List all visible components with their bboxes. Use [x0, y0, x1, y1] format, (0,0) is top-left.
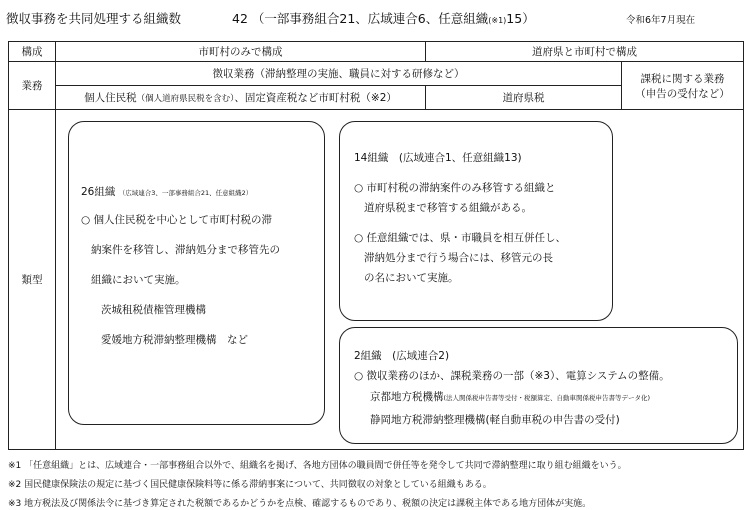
right-top-line-5: の名において実施。 [364, 272, 459, 284]
header-pref-municipal: 道府県と市町村で構成 [426, 42, 744, 62]
prefectural-tax-cell: 道府県税 [426, 86, 622, 110]
taxation-label: 課税に関する業務 [640, 72, 725, 85]
count-prefix: 42 （一部事務組合21、広域連合6、任意組織 [232, 11, 489, 26]
right-top-line-1: ○ 市町村税の滞納案件のみ移管する組織と [354, 182, 556, 194]
kyoto-org: 京都地方税機構 [370, 391, 444, 403]
footnote-2: ※2 国民健康保険法の規定に基づく国民健康保険料等に係る滞納事案について、共同徴収の対象としている組織もある。 [8, 480, 492, 490]
organization-count [232, 9, 535, 27]
footnote-1: ※1 「任意組織」とは、広域連合・一部事務組合以外で、組織名を掲げ、各地方団体の職員間で併任等を発令して共同で滞納整理に取り組む組織をいう。 [8, 461, 627, 471]
right-top-line-4: 滞納処分まで行う場合には、移管元の長 [364, 252, 553, 264]
tax-prefix: 個人住民税 [84, 92, 137, 104]
right-bottom-line-1: ○ 徴収業務のほか、課税業務の一部（※3）、電算システムの整備。 [354, 370, 670, 382]
type-box-municipal [68, 121, 325, 425]
left-box-line-2: 納案件を移管し、滞納処分まで移管先の [91, 244, 280, 256]
right-top-line-3: ○ 任意組織では、県・市職員を相互併任し、 [354, 232, 566, 244]
type-box-with-taxation [339, 327, 738, 444]
count-note-mark: (※1) [488, 16, 507, 25]
left-heading-count: 26組織 [81, 186, 116, 198]
gyomu-taxation [622, 62, 744, 110]
header-kosei: 構成 [9, 42, 56, 62]
left-box-example-1: 茨城租税債権管理機構 [101, 304, 206, 316]
header-municipal-only: 市町村のみで構成 [56, 42, 426, 62]
footnote-3: ※3 地方税法及び関係法令に基づき算定された税額であるかどうかを点検、確認するものであり、税額の決定は課税主体である地方団体が実施。 [8, 499, 592, 509]
right-bottom-heading: 2組織 (広域連合2) [354, 350, 450, 362]
left-box-example-2: 愛媛地方税滞納整理機構 など [101, 334, 248, 346]
right-top-line-2: 道府県税まで移管する組織がある。 [364, 202, 532, 214]
header-ruikei: 類型 [9, 110, 56, 450]
tax-suffix: 、固定資産税など市町村税（※2） [234, 92, 397, 104]
left-box-heading [81, 184, 252, 199]
left-heading-note: （広域連合3、一部事務組合21、任意組織2） [118, 189, 253, 197]
right-top-heading: 14組織 (広域連合1、任意組織13) [354, 152, 522, 164]
type-box-pref-municipal [339, 121, 613, 321]
header-gyomu: 業務 [9, 62, 56, 110]
gyomu-collection: 徴収業務（滞納整理の実施、職員に対する研修など） [56, 62, 622, 86]
as-of-date: 令和6年7月現在 [626, 15, 696, 26]
tax-paren: （個人道府県民税を含む） [136, 94, 235, 104]
municipal-tax-cell [56, 86, 426, 110]
left-box-line-1: ○ 個人住民税を中心として市町村税の滞 [81, 214, 272, 226]
header-row-composition [9, 42, 744, 62]
right-bottom-example-1 [370, 389, 650, 404]
right-bottom-example-2: 静岡地方税滞納整理機構(軽自動車税の申告書の受付) [370, 414, 620, 426]
count-suffix: 15） [506, 11, 535, 26]
page-title: 徴収事務を共同処理する組織数 [6, 11, 182, 26]
left-box-line-3: 組織において実施。 [91, 274, 186, 286]
kyoto-org-note: (法人関係税申告書等受付・税額算定、自動車関係税申告書等データ化) [443, 394, 651, 402]
taxation-sublabel: （申告の受付など） [635, 87, 730, 100]
header-row-gyomu-1 [9, 62, 744, 86]
